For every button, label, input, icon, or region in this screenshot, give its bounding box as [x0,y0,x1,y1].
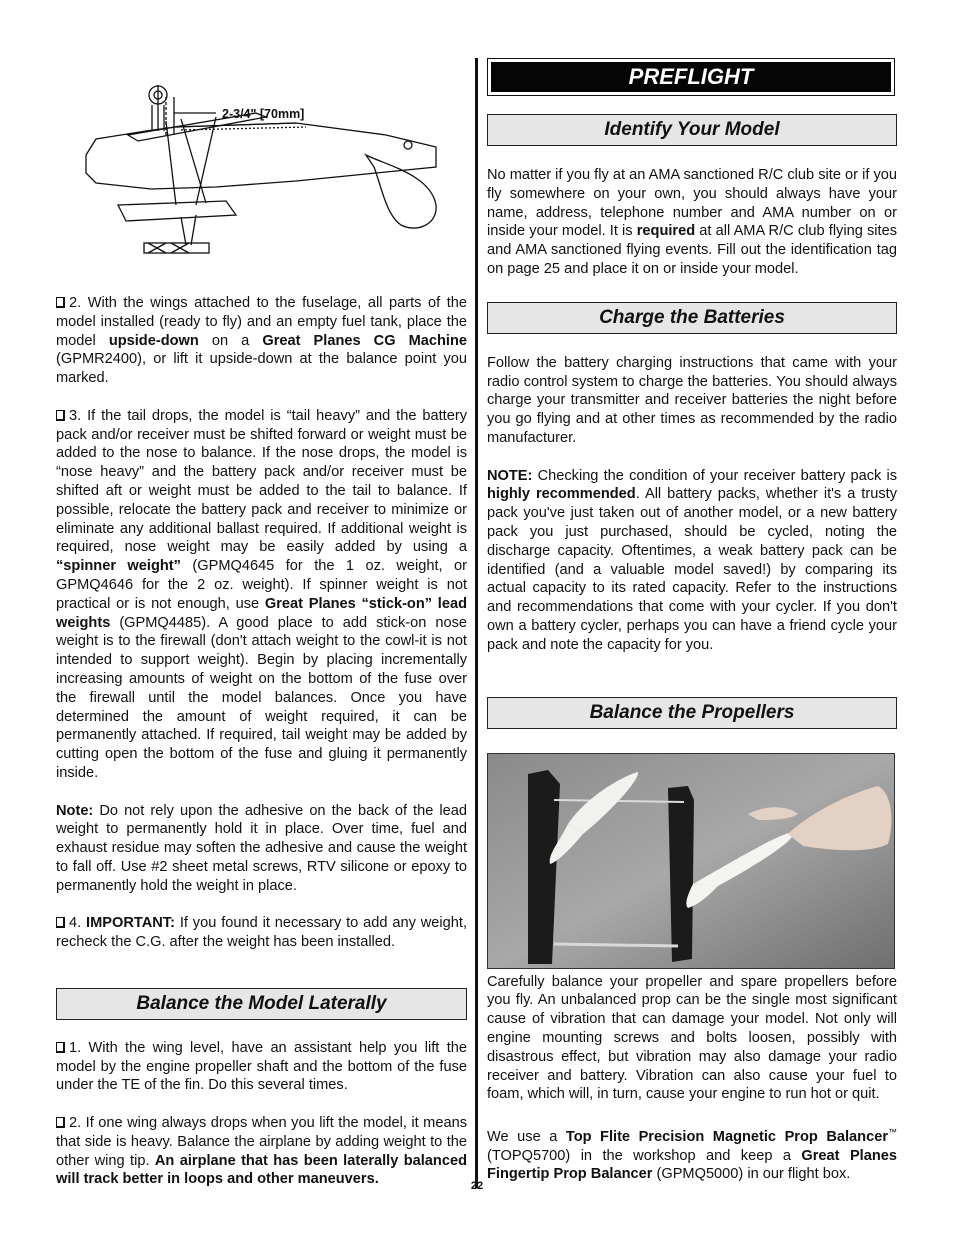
charge-text [487,354,897,448]
text-run: on a [198,332,263,349]
text-run: 3. If the tail drops, the model is “tail heavy” and the battery pack and/or receiver must be shifted forward or weight must be added to the nose to balance. If the nose drops, the model is “nose heavy” and the battery pack and/or receiver must be shifted aft or weight must be added to the tail to balance. If possible, relocate the battery pack and receiver to minimize or eliminate any additional ballast required. If additional weight is required, nose weight may be easily added by using a [56,407,467,556]
charge-note-text [487,467,897,655]
text-run: Checking the condition of your receiver battery pack is [532,467,897,484]
text-run: ™ [888,1126,897,1137]
preflight-title-box [487,58,895,96]
checkbox-icon[interactable] [56,917,65,928]
text-run: 1. With the wing level, have an assistant help you lift the model by the engine propeller shaft and the bottom of the fuse under the TE of the fin. Do this several times. [56,1039,467,1094]
checkbox-icon[interactable] [56,1042,65,1053]
props-heading: Balance the Propellers [487,697,897,729]
lateral-step-1-text [56,1039,467,1095]
text-run: IMPORTANT: [86,915,175,932]
step-2-text [56,294,467,388]
lateral-heading: Balance the Model Laterally [56,988,467,1020]
text-run: Note: [56,802,94,819]
text-run: 4. [69,915,87,932]
text-run: NOTE: [487,467,533,484]
text-run: Top Flite Precision Magnetic Prop Balancer [565,1128,888,1145]
text-run: Great Planes Fingertip Prop Balancer [487,1147,897,1183]
text-run: Great Planes CG Machine [262,332,467,349]
text-run: (GPMQ5000) in our flight box. [652,1166,851,1183]
dimension-label: 2-3/4" [70mm] [222,107,305,121]
text-run: at all AMA R/C club flying sites and AMA sanctioned flying events. Fill out the identification tag on page 25 and place it on or inside your model. [487,223,897,277]
text-run: If you found it necessary to add any weight, recheck the C.G. after the weight has been installed. [56,915,468,951]
props-text [487,973,897,1105]
text-run: 2. With the wings attached to the fuselage, all parts of the model installed (ready to fly) and an empty fuel tank, place the model [56,295,467,349]
text-run: 2. If one wing always drops when you lift the model, it means that side is heavy. Balance the airplane by adding weight to the other wing tip. [56,1115,467,1169]
text-run: Follow the battery charging instructions that came with your radio control system to charge the batteries. You should always charge your transmitter and receiver batteries the night before you go flying and at other times as recommended by the radio manufacturer. [487,354,897,446]
text-run: Carefully balance your propeller and spare propellers before you fly. An unbalanced prop can be the single most significant cause of vibration that can damage your model. Not only will engine mounting screws and bolts loosen, possibly with disastrous effect, but vibration may also damage your radio receiver and battery. Vibration can also cause your fuel to foam, which will, in turn, cause your engine to run hot or quit. [487,973,897,1103]
prop-balancer-photo [487,753,895,969]
text-run: upside-down [108,332,199,349]
text-run: We use a [487,1128,566,1145]
text-run: Great Planes “stick-on” lead weights [56,595,467,631]
note-text [56,802,467,896]
identify-heading: Identify Your Model [487,114,897,146]
text-run: (GPMQ4645 for the 1 oz. weight, or GPMQ4646 for the 2 oz. weight). If spinner weight is not practical or is not enough, use [56,558,467,612]
text-run: (TOPQ5700) in the workshop and keep a [487,1147,802,1164]
text-run: highly recommended [487,486,636,503]
text-run: Do not rely upon the adhesive on the back of the lead weight to permanently hold it in place. Over time, fuel and exhaust residue may soften the adhesive and cause the weight to fall off. Use #2 sheet metal screws, RTV silicone or epoxy to permanently hold the weight in place. [56,802,467,894]
preflight-title: PREFLIGHT [491,62,891,92]
props-text-2 [487,1123,897,1184]
text-run: “spinner weight” [56,558,181,575]
right-column [487,114,897,1184]
charge-heading: Charge the Batteries [487,302,897,334]
checkbox-icon[interactable] [56,297,65,308]
checkbox-icon[interactable] [56,410,65,421]
left-column [56,55,467,1189]
text-run: (GPMR2400), or lift it upside-down at the balance point you marked. [56,351,467,387]
text-run: (GPMQ4485). A good place to add stick-on nose weight is to the firewall (don't attach weight to the cowl-it is not intended to support weight). Begin by placing incrementally increasing amounts of weight on the bottom of the fuse over the firewall until the model balances. Once you have determined the amount of weight required, it can be permanently attached. If required, tail weight may be added by cutting open the bottom of the fuse and gluing it permanently inside. [56,614,467,781]
identify-text [487,166,897,279]
text-run: required [636,223,696,240]
page-number: 22 [470,1180,484,1192]
cg-machine-figure [56,55,467,270]
text-run: An airplane that has been laterally balanced will track better in loops and other maneuvers. [56,1152,467,1188]
text-run: . All battery packs, whether it's a trusty pack you've just taken out of another model, or a new battery pack you just purchased, should be cycled, noting the discharge capacity. Oftentimes, a weak battery pack can be identified (and a valuable model saved!) by comparing its actual capacity to its rated capacity. Refer to the instructions and recommendations that come with your cycler. If you don't own a battery cycler, perhaps you can have a friend cycle your pack and note the capacity for you. [487,486,897,653]
step-3-text [56,407,467,783]
step-4-text [56,914,467,952]
text-run: No matter if you fly at an AMA sanctioned R/C club site or if you fly somewhere on your own, you should always have your name, address, telephone number and AMA number on or inside your model. It is [487,167,897,240]
column-divider [475,58,478,1188]
checkbox-icon[interactable] [56,1117,65,1128]
lateral-step-2-text [56,1114,467,1189]
